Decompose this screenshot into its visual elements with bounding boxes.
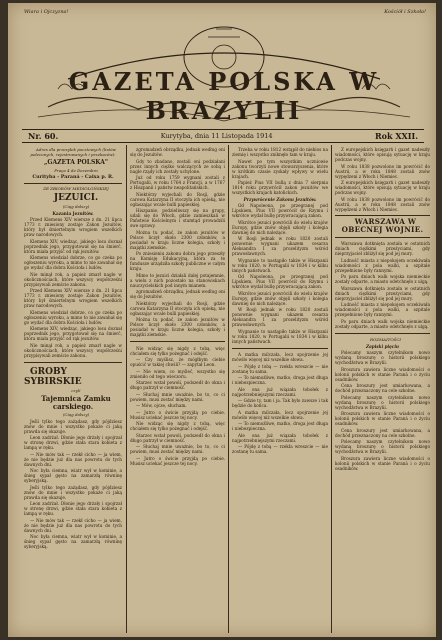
paragraph: Ludność miasta z niepokojem oczekiwała wiadomości z pola walki, a szpitale przepełnione były rannymi. [335,302,430,318]
paragraph: Nie minął rok, a papież zmarł nagle w okolicznościach, które wszyscy współcześni przypisywali zemście zakonu. [24,271,122,287]
notice-head: ROZMAITOŚCI [370,337,401,343]
paragraph: Noc była ciemna, wiatr wył w kominie, a śnieg sypał gęsto na zamarzłą równinę syberyjską. [24,534,122,550]
paragraph: Wkrótce jezuici powrócili do wielu krajów Europy, gdzie znów objęli szkoły i kolegia dawniej do nich należące. [232,290,328,306]
paragraph: — Mów, ojcze, słucham. [136,403,187,409]
paragraph: Jeśli tylko tego zażądasz, gdy pójdziesz znów do mnie i wszystko pokaże ci jaką prawda się okazuje. [24,418,122,434]
paragraph: Leon zadrżał. Dłonie jego drżały i spojrzał w stronę drzwi, gdzie stała stara kobieta z lampą w ręku. [24,435,122,451]
paragraph: Leon zadrżał. Dłonie jego drżały i spojrzał w stronę drzwi, gdzie stała stara kobieta z lampą w ręku. [24,501,122,517]
divider [232,348,328,349]
paragraph: Wygnanie to nastąpiło także w Hiszpanii w roku 1820, w Portugalii w 1834 i w kilku innych państwach. [232,257,328,273]
issue-number: Nr. 60. [28,131,59,141]
paragraph: Ale ona już wiązała tobołek z najpotrzebniejszymi rzeczami. [232,386,328,397]
paragraph: Można tu podać, że zakon jezuitów w Polsce liczył około 2300 członków, a posiadał w kraju liczne kolegia, szkoły i majątki ziemskie. [130,317,225,337]
paragraph: Broszura zawiera liczne wiadomości o kolonii polskich w stanie Paraná i o życiu osadników. [335,366,430,382]
paragraph: W roku 1838 pozwolono im powrócić do Austrii, a w roku 1848 zostali znów wypędzeni z Włoch i Niemiec. [335,163,430,179]
paragraph: Można tu podać, że zakon jezuitów w Polsce liczył około 2300 członków, a posiadał w kraju liczne kolegia, szkoły i majątki ziemskie. [130,229,225,250]
story-section: Kazania Jezuitów. [52,210,94,216]
paragraph: — To niemożliwe, matko, droga jest długa i niebezpieczna. [232,421,328,432]
postal-address-note: Adres dla przesyłek pocztowych (listów poleconych, rejestrowanych i przekazów): [30,147,116,157]
paragraph: W Rosji jednak w roku 1820 zostali ponownie wygnani ukazem cesarza Aleksandra I za prozelityzm wśród prawosławnych. [232,307,328,327]
paragraph: Polecamy naszym czytelnikom nowo wydaną broszurę o historii polskiego wychodźstwa w Brazylii. [335,439,430,455]
section-title: Przywrócenie Zakonu Jezuitów. [243,196,317,202]
paragraph: Cena broszury jest umiarkowana, a dochód przeznaczony na cele szkolne. [335,427,430,438]
paragraph: — Pójdę z tobą — rzekła wreszcie — nie zostanę tu sama. [232,444,328,455]
paragraph: — Nie mów tak — rzekł cicho — ja wiem, że nie będzie już dla nas powrotu do tych dawnych dni. [24,451,122,467]
paragraph: Nie widząc się nigdy z tobą, więc chciałem się tylko pożegnać i odejść. [130,345,225,356]
column-3 [232,147,328,629]
paragraph: Polecamy naszym czytelnikom nowo wydaną broszurę o historii polskiego wychodźstwa w Brazylii. [335,350,430,366]
paragraph: Od Napoleona, po przegranej pod Lipskiem, Pius VII powrócił do Rzymu i wkrótce wydał bullę przywracającą zakon. [232,203,328,218]
paragraph: Klemens XIV, wiedząc, jakiego losu doznał poprzednik jego, przygotował się na śmierć, która miała przyjść od rąk jezuitów. [24,238,122,254]
paragraph: Wkrótce jezuici powrócili do wielu krajów Europy, gdzie znów objęli szkoły i kolegia dawniej do nich należące. [232,219,328,235]
paragraph: Po paru dniach walk wojska niemieckie zostały odparte, a miasto odetchnęło z ulgą. [335,274,430,285]
serial-sub2: Tajemnica Zamku carskiego. [41,393,111,411]
paragraph: Klemens wiedział dobrze, co go czeka po ogłoszeniu wyroku, a mimo to nie zawahał się go wydać dla dobra Kościoła i ludów. [24,255,122,271]
paragraph: Przed Klemens XIV wiersze z dn. 21 lipca 1773 r. zniesiony zostaje Zakon Jezuitów, który był śmiertelnym wrogiem wszelkich praw narodowych. [24,288,122,309]
paragraph: Od Napoleona, po przegranej pod Lipskiem, Pius VII powrócił do Rzymu i wkrótce wydał bullę przywracającą zakon. [232,274,328,289]
warsaw-title: WARSZAWA W OBECNEJ WOJNIE. [341,217,424,235]
divider [335,237,430,238]
paragraph: Po paru dniach walk wojska niemieckie zostały odparte, a miasto odetchnęło z ulgą. [335,318,430,329]
serial-sub1: czyli [71,388,81,394]
paragraph: Starzec wstał powoli, podszedł do okna i długo patrzył w ciemność. [130,432,225,443]
paragraph: Broszura zawiera liczne wiadomości o kolonii polskich w stanie Paraná i o życiu osadników. [335,455,430,471]
dateline [22,129,424,143]
divider [335,215,430,216]
paragraph: W roku 1838 pozwolono im powrócić do Austrii, a w roku 1848 zostali znów wypędzeni z Włoch i Niemiec. [335,196,430,212]
paragraph: Przed Klemens XIV wiersze z dn. 21 lipca 1773 r. zniesiony zostaje Zakon Jezuitów, który był śmiertelnym wrogiem wszelkich praw narodowych. [24,217,122,238]
paragraph: Z europejskich księgarń i gazet nadeszły wiadomości, które opisują sytuację w kraju podczas wojny. [335,147,430,162]
paragraph: Gdy to zbadano, zostali oni podziałani przez innych ciężko walczących ze sobą i nagle rządy ich zostały uchylone. [130,158,225,174]
paragraph: — Słuchaj mnie uważnie, bo to, co ci powiem, musi zostać między nami. [130,444,225,455]
paragraph: Klemens XIV, wiedząc, jakiego losu doznał poprzednik jego, przygotował się na śmierć, która miała przyjść od rąk jezuitów. [24,326,122,342]
paragraph: — Nie wiem, co myśleć, wszystko się zmieniło od tego wieczoru. [130,368,225,379]
paragraph: W Rosji jednak w roku 1820 zostali ponownie wygnani ukazem cesarza Aleksandra I za prozelityzm wśród prawosławnych. [232,236,328,256]
paragraph: Klemens wiedział dobrze, co go czeka po ogłoszeniu wyroku, a mimo to nie zawahał się go wydać dla dobra Kościoła i ludów. [24,309,122,325]
notice-title: Zapiski pięciu [366,343,399,349]
column-rule [228,145,229,633]
paragraph: Polecamy naszym czytelnikom nowo wydaną broszurę o historii polskiego wychodźstwa w Brazylii. [335,394,430,410]
address-street: Praça 4 de Dezembro [54,168,98,173]
paragraph: Hiszpanie, podzieliwszy się na grupy, udali się do Włoch, gdzie zamieszkali w Państwie Kościelnym i stamtąd prowadzili swe sprawy. [130,208,225,228]
paragraph: Nie widząc się nigdy z tobą, więc chciałem się tylko pożegnać i odejść. [130,421,225,432]
column-rule [331,145,332,633]
paragraph: Mimo to jezuici działali dalej potajemnie, a wielu z nich pozostało na stanowiskach nauczycielskich pod innym mianem. [130,272,225,288]
paragraph: Starzec wstał powoli, podszedł do okna i długo patrzył w ciemność. [130,380,225,391]
paragraph: Nie minął rok, a papież zmarł nagle w okolicznościach, które wszyscy współcześni przypisywali zemście zakonu. [24,342,122,358]
paragraph: — To niemożliwe, matko, droga jest długa i niebezpieczna. [232,375,328,386]
paragraph: A matka milczała, lecz spojrzenie jej mówiło więcej niż wszelkie słowa. [232,409,328,420]
paragraph: Jeśli tylko tego zażądasz, gdy pójdziesz znów do mnie i wszystko pokaże ci jaką prawda się okazuje. [24,484,122,500]
story-subtitle: (Ciąg dalszy) [62,204,90,210]
paragraph: Po zniesieniu zakonu dobra jego przeszły na Komisję Edukacyjną, która za te fundusze urządziła szkoły publiczne w całym kraju. [130,251,225,271]
paragraph: Z europejskich księgarń i gazet nadeszły wiadomości, które opisują sytuację w kraju podczas wojny. [335,180,430,195]
place-date: Kurytyba, dnia 11 Listopada 1914 [160,132,273,140]
paragraph: Cena broszury jest umiarkowana, a dochód przeznaczony na cele szkolne. [335,383,430,394]
address-city: Curityba - Paraná - Caixa p. R. [32,173,114,180]
paragraph: — Jutro o świcie przyjdą po ciebie. Musisz uciekać jeszcze tej nocy. [130,455,225,466]
paper-name: „GAZETA POLSKA" [43,158,109,166]
paragraph: Niektórzy wyjechali do Rosji, gdzie carowa Katarzyna II otoczyła ich opieką, nie ogłaszając wcale bulli papieskiej. [130,191,225,207]
year-label: Rok XXII. [375,131,418,141]
paragraph: — Gdzie ty, tam i ja. Tak było zawsze i tak będzie do końca. [232,398,328,409]
divider [130,341,225,342]
paragraph: Ale ona już wiązała tobołek z najpotrzebniejszymi rzeczami. [232,432,328,443]
paragraph: Wygnanie to nastąpiło także w Hiszpanii w roku 1820, w Portugalii w 1834 i w kilku innych państwach. [232,328,328,344]
newspaper-page [8,3,436,637]
newspaper-title: GAZETA POLSKA W BRAZYLII [68,67,380,125]
paragraph: A matka milczała, lecz spojrzenie jej mówiło więcej niż wszelkie słowa. [232,352,328,363]
paragraph: — Pójdę z tobą — rzekła wreszcie — nie zostanę tu sama. [232,363,328,374]
divider [24,362,122,363]
paragraph: — Jutro o świcie przyjdą po ciebie. Musisz uciekać jeszcze tej nocy. [130,409,225,420]
serial-sub3: (Ciąg dalszy) [62,412,90,418]
paragraph: — Nie mów tak — rzekł cicho — ja wiem, że nie będzie już dla nas powrotu do tych dawnych dni. [24,517,122,533]
motto-left: Wiara i Ojczyzna! [24,9,69,15]
paragraph: Już od roku 1759 wygnani zostali z Portugalii, w roku 1764 z Francji, a w 1767 z Hiszpanii i państw neapolitańskich. [130,175,225,190]
paragraph: Warszawa dotknięta została w ostatnich dniach ciężkimi przeżyciami, gdy nieprzyjaciel zbliżył się pod jej mury. [335,285,430,301]
paragraph: Papież Pius VII bullą z dnia 7 sierpnia 1814 roku przywrócił zakon jezuitów we wszystkich krajach katolickich. [232,180,328,195]
paragraph: Noc była ciemna, wiatr wył w kominie, a śnieg sypał gęsto na zamarzłą równinę syberyjską. [24,468,122,484]
paragraph: — Czy myślisz, że mógłbym ciebie opuścić w takiej chwili? — zapytał Leon. [130,357,225,368]
column-rule [126,145,127,633]
column-4 [335,147,430,629]
paragraph: — Słuchaj mnie uważnie, bo to, co ci powiem, musi zostać między nami. [130,391,225,402]
masthead [28,17,420,125]
story-title: JEZUICI. [53,192,99,203]
paragraph: Trzeba w roku 1812 wstąpił do niebios na ziemię i wszystko zniknęło tam w kraju. [232,147,328,157]
paragraph: Ludność miasta z niepokojem oczekiwała wiadomości z pola walki, a szpitale przepełnione były rannymi. [335,257,430,273]
column-1 [24,147,122,629]
paragraph: Broszura zawiera liczne wiadomości o kolonii polskich w stanie Paraná i o życiu osadników. [335,411,430,427]
paragraph: zgromadzeń obrządku, jednak według oni się do Jezuitów. [130,147,225,157]
paragraph: Niektórzy wyjechali do Rosji, gdzie carowa Katarzyna II otoczyła ich opieką, nie ogłaszając wcale bulli papieskiej. [130,300,225,316]
paragraph: Warszawa dotknięta została w ostatnich dniach ciężkimi przeżyciami, gdy nieprzyjaciel zbliżył się pod jej mury. [335,241,430,257]
divider [24,183,122,184]
divider [335,333,430,334]
column-2 [130,147,225,629]
motto-right: Kościół i Szkoła! [384,9,426,15]
paragraph: Nawet po tym wszystkim uczniowie zakonu tworzyli nowe stowarzyszenia, które w krótkim czasie zyskały wpływy w wielu krajach. [232,158,328,179]
paragraph: zgromadzeń obrządku, jednak według oni się do Jezuitów. [130,289,225,299]
section-head: ZE ZBIORÓW MEDIOLOŃSKIEJ [43,186,109,192]
serial-title: GROBY SYBIRSKIE [24,366,82,387]
